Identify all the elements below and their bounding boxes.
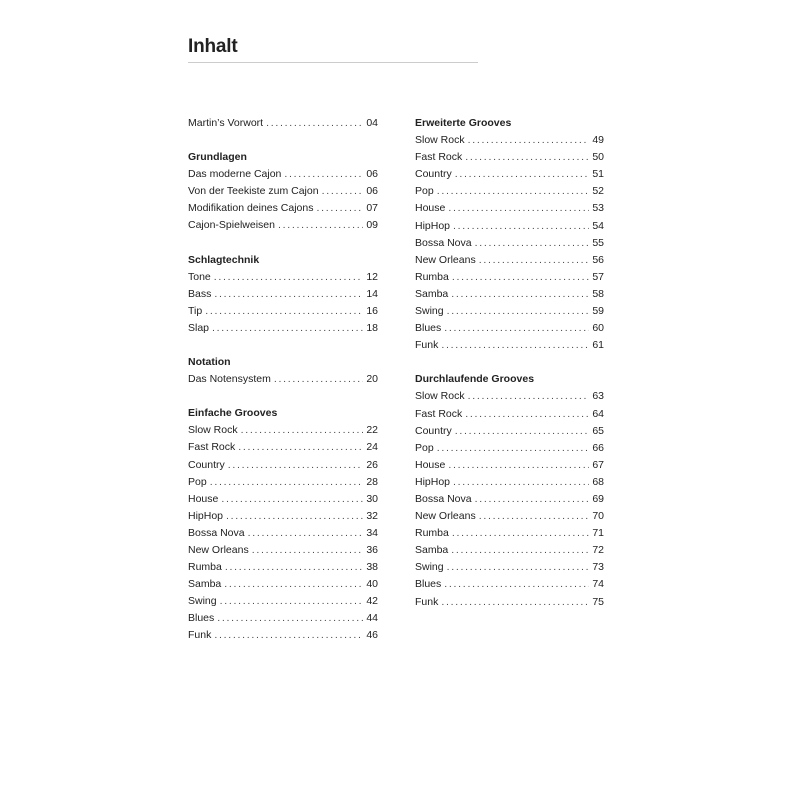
page-number: 70	[592, 510, 604, 523]
toc-entry[interactable]	[415, 576, 604, 593]
entry-label: Rumba	[188, 561, 222, 574]
toc-entry[interactable]	[188, 320, 378, 337]
toc-entry[interactable]	[188, 593, 378, 610]
dot-leader	[444, 576, 589, 593]
dot-leader	[479, 252, 589, 269]
dot-leader	[214, 627, 363, 644]
dot-leader	[455, 166, 589, 183]
page-number: 57	[592, 270, 604, 283]
dot-leader	[475, 491, 589, 508]
page-title: Inhalt	[188, 36, 238, 57]
toc-entry[interactable]	[188, 610, 378, 627]
entry-label: HipHop	[415, 219, 451, 232]
page-number: 20	[366, 373, 378, 386]
page-number: 64	[592, 407, 604, 420]
page-number: 34	[366, 526, 378, 539]
entry-label: Bossa Nova	[415, 492, 472, 505]
page-number: 06	[366, 185, 378, 198]
dot-leader	[465, 149, 589, 166]
toc-entry[interactable]	[415, 559, 604, 576]
entry-label: Funk	[188, 629, 212, 642]
dot-leader	[274, 371, 363, 388]
dot-leader	[252, 542, 363, 559]
toc-entry[interactable]	[415, 491, 604, 508]
dot-leader	[317, 200, 364, 217]
page-number: 38	[366, 561, 378, 574]
toc-entry[interactable]	[415, 235, 604, 252]
toc-section	[415, 115, 604, 354]
entry-label: House	[415, 458, 446, 471]
entry-label: Bossa Nova	[415, 236, 472, 249]
toc-entry[interactable]	[188, 269, 378, 286]
dot-leader	[214, 286, 363, 303]
dot-leader	[441, 594, 589, 611]
dot-leader	[238, 439, 363, 456]
dot-leader	[479, 508, 589, 525]
toc-entry[interactable]	[415, 252, 604, 269]
toc-entry[interactable]	[415, 508, 604, 525]
toc-entry[interactable]	[188, 508, 378, 525]
dot-leader	[278, 217, 363, 234]
page-number: 07	[366, 202, 378, 215]
entry-label: Samba	[415, 287, 449, 300]
page-number: 59	[592, 305, 604, 318]
toc-section	[415, 371, 604, 610]
section-title: Schlagtechnik	[188, 253, 260, 266]
toc-entry[interactable]	[188, 422, 378, 439]
dot-leader	[453, 218, 589, 235]
title-divider	[188, 62, 478, 63]
dot-leader	[437, 440, 589, 457]
dot-leader	[322, 183, 363, 200]
toc-entry[interactable]	[188, 457, 378, 474]
page-number: 40	[366, 578, 378, 591]
entry-label: Bass	[188, 287, 212, 300]
page-number: 50	[592, 151, 604, 164]
entry-label: Country	[415, 168, 452, 181]
entry-label: Modifikation deines Cajons	[188, 202, 314, 215]
page-number: 66	[592, 441, 604, 454]
entry-label: Funk	[415, 595, 439, 608]
entry-label: Swing	[415, 305, 444, 318]
dot-leader	[214, 269, 363, 286]
toc-entry[interactable]	[415, 525, 604, 542]
toc-entry[interactable]	[188, 166, 378, 183]
page-number: 68	[592, 475, 604, 488]
page-number: 51	[592, 168, 604, 181]
dot-leader	[447, 303, 589, 320]
dot-leader	[212, 320, 363, 337]
toc-entry[interactable]	[188, 576, 378, 593]
page-number: 30	[366, 492, 378, 505]
toc-entry[interactable]	[415, 218, 604, 235]
page-number: 69	[592, 492, 604, 505]
toc-entry[interactable]	[415, 423, 604, 440]
toc-entry[interactable]	[415, 542, 604, 559]
entry-label: New Orleans	[415, 253, 476, 266]
page-number: 71	[592, 527, 604, 540]
entry-label: Pop	[415, 441, 434, 454]
dot-leader	[465, 406, 589, 423]
toc-entry[interactable]	[188, 115, 378, 132]
dot-leader	[266, 115, 363, 132]
toc-entry[interactable]	[188, 303, 378, 320]
page-number: 06	[366, 168, 378, 181]
page-number: 22	[366, 424, 378, 437]
dot-leader	[224, 576, 363, 593]
toc-section	[188, 115, 378, 132]
page-number: 42	[366, 595, 378, 608]
dot-leader	[452, 269, 589, 286]
toc-section	[188, 405, 378, 644]
entry-label: Samba	[188, 578, 222, 591]
page-number: 61	[592, 339, 604, 352]
entry-label: Funk	[415, 339, 439, 352]
toc-entry[interactable]	[188, 200, 378, 217]
entry-label: Rumba	[415, 527, 449, 540]
page-number: 72	[592, 544, 604, 557]
dot-leader	[448, 200, 589, 217]
toc-entry[interactable]	[415, 406, 604, 423]
toc-entry[interactable]	[188, 439, 378, 456]
entry-label: HipHop	[188, 509, 224, 522]
dot-leader	[210, 474, 363, 491]
page-number: 73	[592, 561, 604, 574]
page-number: 46	[366, 629, 378, 642]
entry-label: New Orleans	[415, 510, 476, 523]
page-number: 53	[592, 202, 604, 215]
entry-label: House	[415, 202, 446, 215]
entry-label: Blues	[415, 322, 442, 335]
page-number: 44	[366, 612, 378, 625]
toc-entry[interactable]	[188, 627, 378, 644]
page-number: 16	[366, 304, 378, 317]
page-number: 75	[592, 595, 604, 608]
entry-label: Tip	[188, 304, 203, 317]
entry-label: Slow Rock	[415, 134, 465, 147]
toc-entry[interactable]	[415, 388, 604, 405]
toc-entry[interactable]	[188, 491, 378, 508]
page-number: 56	[592, 253, 604, 266]
dot-leader	[451, 542, 589, 559]
entry-label: Fast Rock	[188, 441, 236, 454]
dot-leader	[447, 559, 589, 576]
entry-label: House	[188, 492, 219, 505]
toc-entry[interactable]	[415, 474, 604, 491]
entry-label: Blues	[188, 612, 215, 625]
toc-section	[188, 149, 378, 234]
page-number: 60	[592, 322, 604, 335]
toc-entry[interactable]	[415, 166, 604, 183]
page-number: 49	[592, 134, 604, 147]
section-title: Erweiterte Grooves	[415, 117, 512, 129]
page-number: 04	[366, 117, 378, 129]
dot-leader	[468, 388, 589, 405]
entry-label: Slap	[188, 321, 210, 334]
page-number: 63	[592, 390, 604, 403]
dot-leader	[453, 474, 589, 491]
dot-leader	[205, 303, 363, 320]
dot-leader	[241, 422, 363, 439]
toc-column-left	[188, 115, 378, 662]
dot-leader	[284, 166, 363, 183]
toc-entry[interactable]	[415, 183, 604, 200]
entry-label: Das moderne Cajon	[188, 168, 282, 181]
dot-leader	[468, 132, 589, 149]
entry-label: Von der Teekiste zum Cajon	[188, 185, 319, 198]
section-title: Grundlagen	[188, 151, 247, 164]
entry-label: Cajon-Spielweisen	[188, 219, 275, 232]
entry-label: Samba	[415, 544, 449, 557]
page-number: 65	[592, 424, 604, 437]
entry-label: Bossa Nova	[188, 526, 245, 539]
toc-entry[interactable]	[188, 525, 378, 542]
entry-label: Das Notensystem	[188, 373, 271, 386]
entry-label: Country	[188, 458, 225, 471]
toc-entry[interactable]	[415, 149, 604, 166]
entry-label: Slow Rock	[188, 424, 238, 437]
entry-label: New Orleans	[188, 543, 249, 556]
toc-entry[interactable]	[188, 559, 378, 576]
page-number: 67	[592, 458, 604, 471]
toc-entry[interactable]	[188, 183, 378, 200]
entry-label: Swing	[188, 595, 217, 608]
toc-entry[interactable]	[415, 269, 604, 286]
dot-leader	[221, 491, 363, 508]
toc-entry[interactable]	[188, 474, 378, 491]
dot-leader	[451, 286, 589, 303]
toc-entry[interactable]	[415, 457, 604, 474]
page-number: 12	[366, 270, 378, 283]
entry-label: HipHop	[415, 475, 451, 488]
entry-label: Fast Rock	[415, 151, 463, 164]
dot-leader	[226, 508, 363, 525]
page-number: 28	[366, 475, 378, 488]
toc-entry[interactable]	[415, 320, 604, 337]
dot-leader	[248, 525, 363, 542]
page-number: 54	[592, 219, 604, 232]
dot-leader	[228, 457, 363, 474]
page-number: 24	[366, 441, 378, 454]
toc-entry[interactable]	[188, 542, 378, 559]
entry-label: Swing	[415, 561, 444, 574]
dot-leader	[217, 610, 363, 627]
dot-leader	[437, 183, 589, 200]
section-title: Notation	[188, 356, 231, 369]
page-number: 14	[366, 287, 378, 300]
entry-label: Pop	[415, 185, 434, 198]
toc-entry[interactable]	[188, 217, 378, 234]
page-number: 26	[366, 458, 378, 471]
toc-entry[interactable]	[415, 594, 604, 611]
entry-label: Slow Rock	[415, 390, 465, 403]
entry-label: Pop	[188, 475, 207, 488]
section-title: Durchlaufende Grooves	[415, 373, 535, 386]
toc-entry[interactable]	[415, 303, 604, 320]
page-number: 52	[592, 185, 604, 198]
dot-leader	[444, 320, 589, 337]
toc-entry[interactable]	[415, 440, 604, 457]
entry-label: Tone	[188, 270, 211, 283]
entry-label: Fast Rock	[415, 407, 463, 420]
page-number: 32	[366, 509, 378, 522]
entry-label: Country	[415, 424, 452, 437]
toc-entry[interactable]	[415, 132, 604, 149]
dot-leader	[455, 423, 589, 440]
dot-leader	[448, 457, 589, 474]
page-number: 58	[592, 287, 604, 300]
toc-section	[188, 252, 378, 337]
dot-leader	[475, 235, 589, 252]
toc-section	[188, 354, 378, 388]
toc-column-right	[415, 115, 604, 628]
dot-leader	[220, 593, 363, 610]
page-number: 18	[366, 321, 378, 334]
toc-entry[interactable]	[188, 371, 378, 388]
dot-leader	[225, 559, 363, 576]
page-number: 55	[592, 236, 604, 249]
toc-entry[interactable]	[415, 286, 604, 303]
toc-entry[interactable]	[415, 200, 604, 217]
section-title: Einfache Grooves	[188, 407, 278, 420]
page-number: 36	[366, 543, 378, 556]
dot-leader	[441, 337, 589, 354]
entry-label: Rumba	[415, 270, 449, 283]
dot-leader	[452, 525, 589, 542]
entry-label: Blues	[415, 578, 442, 591]
page-number: 74	[592, 578, 604, 591]
page-number: 09	[366, 219, 378, 232]
entry-label: Martin’s Vorwort	[188, 117, 264, 129]
toc-entry[interactable]	[415, 337, 604, 354]
toc-entry[interactable]	[188, 286, 378, 303]
